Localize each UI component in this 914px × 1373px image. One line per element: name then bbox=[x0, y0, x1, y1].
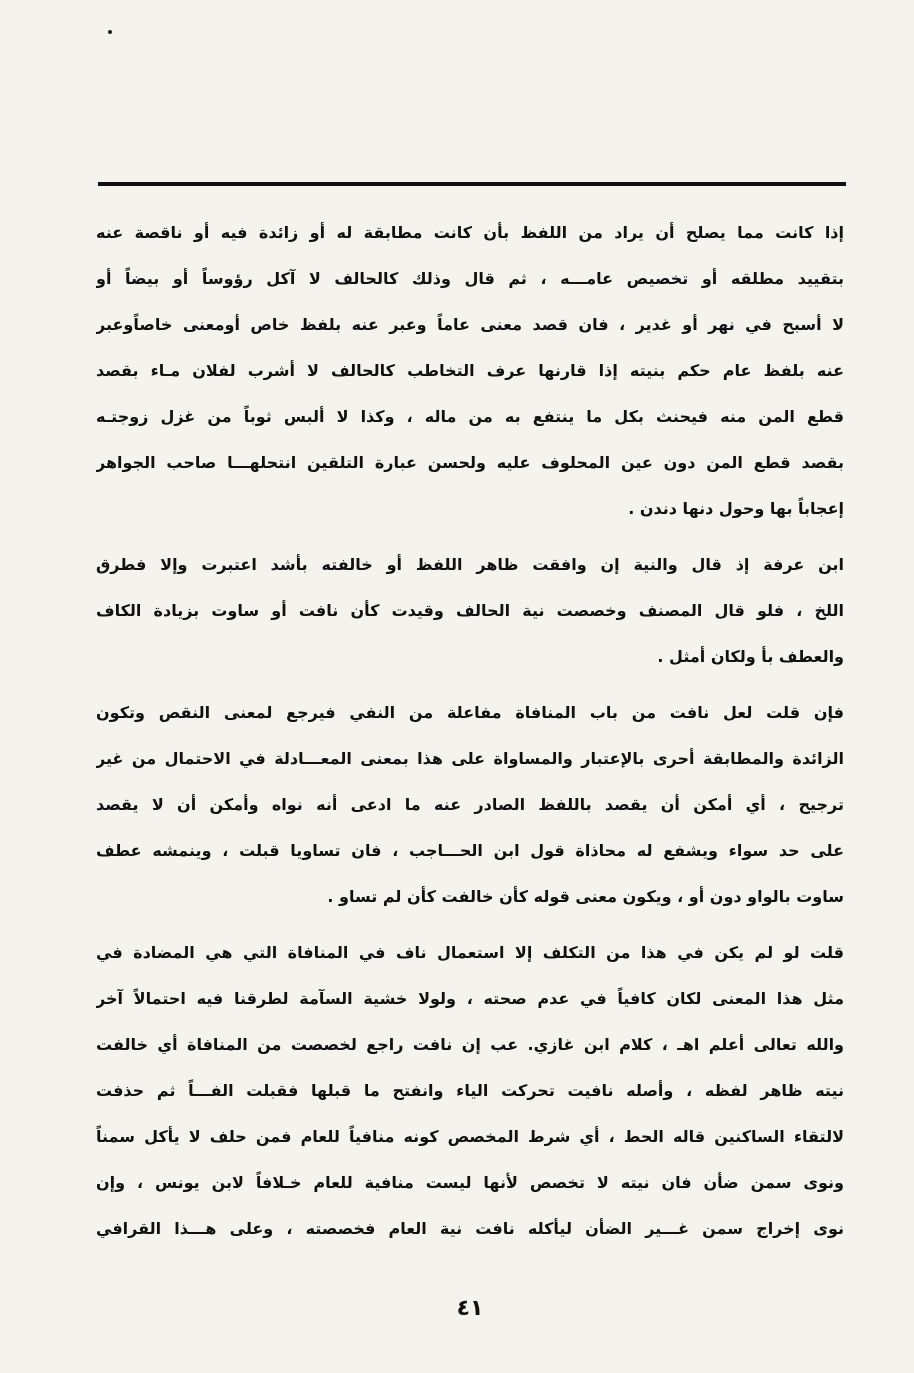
ink-speck bbox=[108, 30, 112, 34]
paragraph-1 bbox=[96, 210, 844, 532]
text-line: على حد سواء ويشفع له محاذاة قول ابن الحـــاجب ، فان تساويا قبلت ، وينمشه عطف bbox=[96, 841, 844, 860]
text-line: لا أسبح في نهر أو غدير ، فان قصد معنى عاماً وعبر عنه بلفظ خاص أومعنى خاصاًوعبر bbox=[96, 315, 844, 334]
text-line: اللخ ، فلو قال المصنف وخصصت نية الحالف وقيدت كأن نافت أو ساوت بزيادة الكاف bbox=[96, 601, 844, 620]
text-line: فإن قلت لعل نافت من باب المنافاة مفاعلة من النفي فيرجع لمعنى النقص وتكون bbox=[96, 703, 844, 722]
header-rule bbox=[98, 182, 846, 186]
text-line: نوى إخراج سمن غـــير الضأن ليأكله نافت نية العام فخصصته ، وعلى هـــذا القرافي bbox=[96, 1219, 844, 1238]
paragraph-3 bbox=[96, 690, 844, 920]
text-line: ابن عرفة إذ قال والنية إن وافقت ظاهر اللفظ أو خالفته بأشد اعتبرت وإلا فطرق bbox=[96, 555, 844, 574]
text-line: نيته ظاهر لفظه ، وأصله نافيت تحركت الياء وانفتح ما قبلها فقبلت الفـــاً ثم حذفت bbox=[96, 1081, 844, 1100]
text-line: الزائدة والمطابقة أحرى بالإعتبار والمساواة على هذا بمعنى المعـــادلة في الاحتمال من غير bbox=[96, 749, 844, 768]
text-line: ونوى سمن ضأن فان نيته لا تخصص لأنها ليست منافية للعام خـلافاً لابن يونس ، وإن bbox=[96, 1173, 844, 1192]
text-line: بقصد قطع المن دون عين المحلوف عليه ولحسن عبارة التلقين انتحلهـــا صاحب الجواهر bbox=[96, 453, 844, 472]
paragraph-2 bbox=[96, 542, 844, 680]
text-line: ترجيح ، أي أمكن أن يقصد باللفظ الصادر عنه ما ادعى أنه نواه وأمكن أن لا يقصد bbox=[96, 795, 844, 814]
text-line: إذا كانت مما يصلح أن يراد من اللفظ بأن كانت مطابقة له أو زائدة فيه أو ناقصة عنه bbox=[96, 223, 844, 242]
text-line: قلت لو لم يكن في هذا من التكلف إلا استعمال ناف في المنافاة التي هي المضادة في bbox=[96, 943, 844, 962]
text-line: لالتقاء الساكنين قاله الحط ، أي شرط المخصص كونه منافياً للعام فمن حلف لا يأكل سمناً bbox=[96, 1127, 844, 1146]
text-line: إعجاباً بها وحول دنها دندن . bbox=[628, 499, 844, 518]
paragraph-4 bbox=[96, 930, 844, 1252]
text-line: والعطف بأ ولكان أمثل . bbox=[657, 647, 844, 666]
text-line: مثل هذا المعنى لكان كافياً في عدم صحته ، ولولا خشية السآمة لطرقنا فيه احتمالاً آخر bbox=[96, 989, 844, 1008]
paragraph-gap bbox=[96, 920, 844, 930]
text-line: ساوت بالواو دون أو ، ويكون معنى قوله كأن خالفت كأن لم تساو . bbox=[327, 887, 844, 906]
body-text bbox=[96, 210, 844, 1252]
paragraph-gap bbox=[96, 532, 844, 542]
text-line: قطع المن منه فيحنث بكل ما ينتفع به من ماله ، وكذا لا ألبس ثوباً من غزل زوجتـه bbox=[96, 407, 844, 426]
text-line: بتقييد مطلقه أو تخصيص عامـــه ، ثم قال وذلك كالحالف لا آكل رؤوساً أو بيضاً أو bbox=[96, 269, 844, 288]
text-line: عنه بلفظ عام حكم بنيته إذا قارنها عرف التخاطب كالحالف لا أشرب لفلان مـاء بقصد bbox=[96, 361, 844, 380]
paragraph-gap bbox=[96, 680, 844, 690]
text-line: والله تعالى أعلم اهـ ، كلام ابن غازي. عب إن نافت راجع لخصصت من المنافاة أي خالفت bbox=[96, 1035, 844, 1054]
page-number: ٤١ bbox=[456, 1296, 484, 1321]
